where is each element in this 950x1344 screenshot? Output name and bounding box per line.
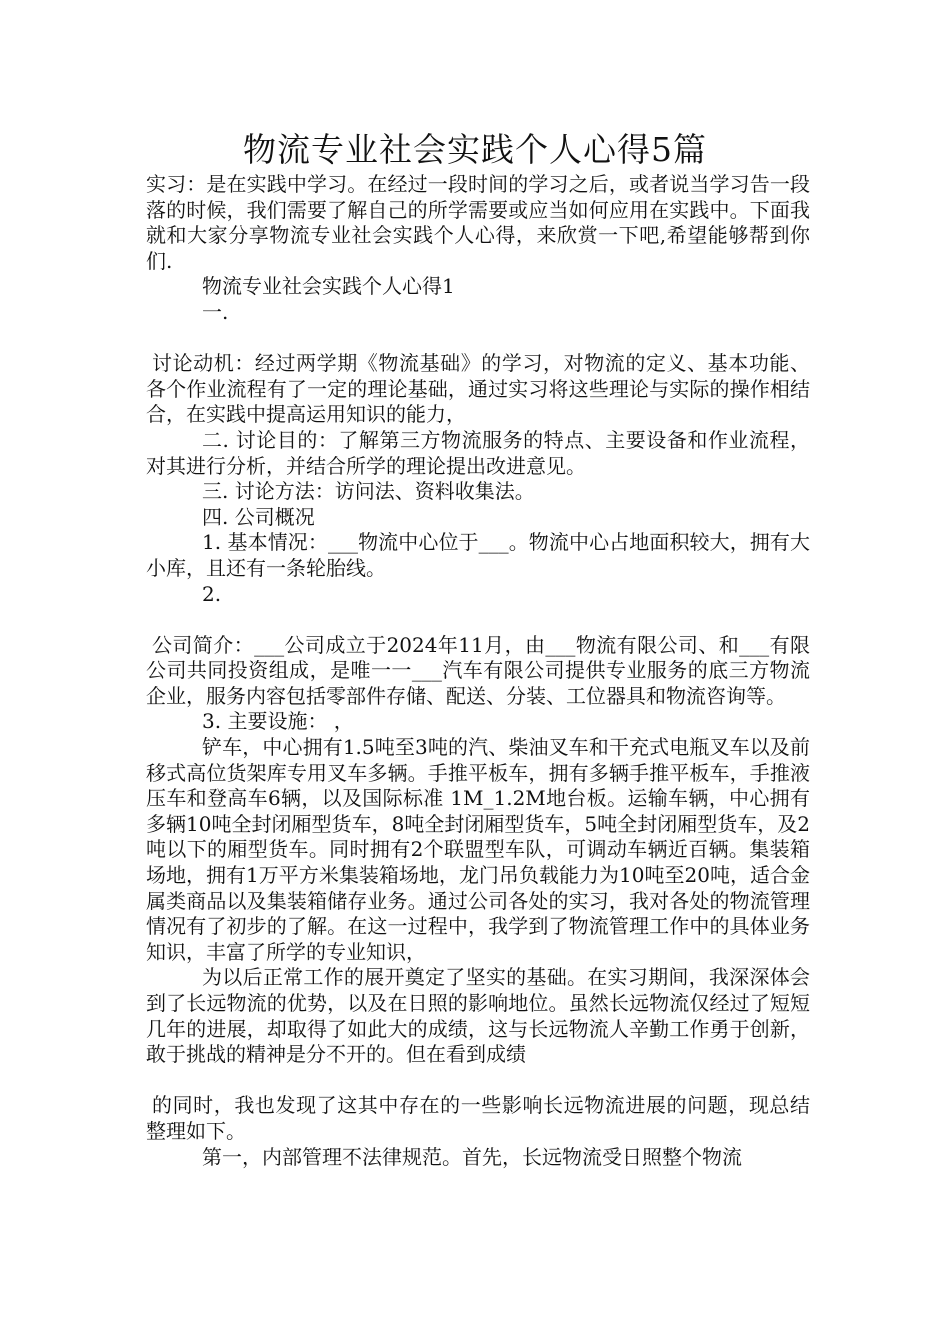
body-paragraph: 的同时，我也发现了这其中存在的一些影响长远物流进展的问题，现总结整理如下。 [146, 1093, 810, 1143]
body-paragraph: 讨论动机：经过两学期《物流基础》的学习，对物流的定义、基本功能、各个作业流程有了一定的理论基础，通过实习将这些理论与实际的操作相结合，在实践中提高运用知识的能力， [146, 351, 810, 427]
body-paragraph: 三. 讨论方法：访问法、资料收集法。 [202, 479, 535, 504]
intro-paragraph: 实习：是在实践中学习。在经过一段时间的学习之后，或者说当学习告一段落的时候，我们需要了解自己的所学需要或应当如何应用在实践中。下面我就和大家分享物流专业社会实践个人心得，来欣赏一下吧,希望能够帮到你们. [146, 172, 810, 273]
paragraph-gap [146, 607, 810, 633]
document-body [146, 172, 810, 1170]
document-title: 物流专业社会实践个人心得5篇 [243, 130, 707, 169]
body-paragraph: 公司简介：___公司成立于2024年11月，由___物流有限公司、和___有限公司共同投资组成，是唯一一___汽车有限公司提供专业服务的底三方物流企业，服务内容包括零部件存储、配送、分装、工位器具和物流咨询等。 [146, 632, 810, 708]
paragraph-gap [146, 1068, 810, 1094]
section-heading: 物流专业社会实践个人心得1 [202, 274, 455, 299]
list-marker: 2. [202, 581, 222, 606]
list-marker: 一. [202, 299, 229, 324]
body-paragraph: 3. 主要设施： ， [202, 709, 354, 734]
body-paragraph: 二. 讨论目的：了解第三方物流服务的特点、主要设备和作业流程，对其进行分析，并结合所学的理论提出改进意见。 [146, 427, 810, 478]
body-paragraph: 1. 基本情况：___物流中心位于___。物流中心占地面积较大，拥有大小库，且还有一条轮胎线。 [146, 530, 810, 580]
body-paragraph: 第一，内部管理不法律规范。首先，长远物流受日照整个物流 [202, 1144, 742, 1169]
paragraph-gap [146, 326, 810, 352]
body-paragraph: 四. 公司概况 [202, 504, 315, 529]
body-paragraph: 铲车，中心拥有1.5吨至3吨的汽、柴油叉车和干充式电瓶叉车以及前移式高位货架库专用叉车多辆。手推平板车，拥有多辆手推平板车，手推液压车和登高车6辆，以及国际标准 1M_1.2M地台板。运输车辆，中心拥有多辆10吨全封闭厢型货车，8吨全封闭厢型货车，5吨全封闭厢型货车，及2吨以下的厢型货车。同时拥有2个联盟型车队，可调动车辆近百辆。集装箱场地，拥有1万平方米集装箱场地，龙门吊负载能力为10吨至20吨，适合金属类商品以及集装箱储存业务。通过公司各处的实习，我对各处的物流管理情况有了初步的了解。在这一过程中，我学到了物流管理工作中的具体业务知识，丰富了所学的专业知识， [146, 735, 810, 964]
body-paragraph: 为以后正常工作的展开奠定了坚实的基础。在实习期间，我深深体会到了长远物流的优势，以及在日照的影响地位。虽然长远物流仅经过了短短几年的进展，却取得了如此大的成绩，这与长远物流人辛勤工作勇于创新，敢于挑战的精神是分不开的。但在看到成绩 [146, 965, 810, 1067]
